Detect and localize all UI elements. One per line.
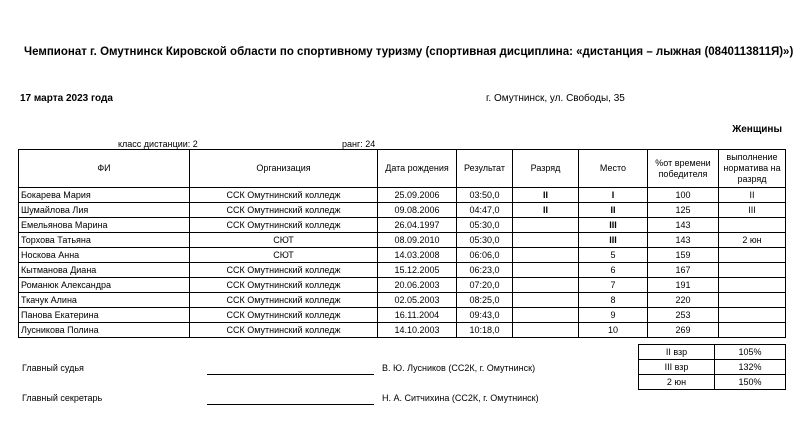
cell-name: Ткачук Алина xyxy=(19,293,190,308)
cell-name: Носкова Анна xyxy=(19,248,190,263)
cell-norm xyxy=(719,278,786,293)
cell-result: 06:23,0 xyxy=(457,263,513,278)
cell-norm xyxy=(719,248,786,263)
cell-name: Бокарева Мария xyxy=(19,188,190,203)
cell-place: 10 xyxy=(579,323,648,338)
cell-result: 03:50,0 xyxy=(457,188,513,203)
cell-percent: 143 xyxy=(648,233,719,248)
cell-norm: III xyxy=(719,203,786,218)
cell-grade xyxy=(513,323,579,338)
cell-birth: 09.08.2006 xyxy=(378,203,457,218)
chief-judge-signature-line xyxy=(207,374,374,375)
cell-result: 05:30,0 xyxy=(457,218,513,233)
cell-norm xyxy=(719,218,786,233)
cell-name: Лусникова Полина xyxy=(19,323,190,338)
cell-place: 5 xyxy=(579,248,648,263)
table-row xyxy=(19,248,786,263)
cell-birth: 14.10.2003 xyxy=(378,323,457,338)
cell-percent: 167 xyxy=(648,263,719,278)
cell-result: 09:43,0 xyxy=(457,308,513,323)
cell-percent: 269 xyxy=(648,323,719,338)
cell-name: Емельянова Марина xyxy=(19,218,190,233)
cell-norm xyxy=(719,293,786,308)
chief-secretary-label: Главный секретарь xyxy=(22,393,103,403)
norm-value: 105% xyxy=(715,345,786,360)
cell-org: СЮТ xyxy=(190,233,378,248)
table-row xyxy=(19,203,786,218)
cell-org: ССК Омутнинский колледж xyxy=(190,278,378,293)
cell-place: III xyxy=(579,233,648,248)
cell-place: 9 xyxy=(579,308,648,323)
cell-name: Кытманова Диана xyxy=(19,263,190,278)
group-label: Женщины xyxy=(732,124,782,135)
chief-secretary-signature-line xyxy=(207,404,374,405)
cell-org: ССК Омутнинский колледж xyxy=(190,323,378,338)
cell-place: I xyxy=(579,188,648,203)
col-header-place: Место xyxy=(579,150,648,188)
cell-percent: 100 xyxy=(648,188,719,203)
table-row xyxy=(19,308,786,323)
table-row xyxy=(19,323,786,338)
norm-row xyxy=(639,375,786,390)
cell-percent: 220 xyxy=(648,293,719,308)
document-title: Чемпионат г. Омутнинск Кировской области по спортивному туризму (спортивная дисциплина: «дистанция – лыжная (0840113811Я)») xyxy=(24,46,794,58)
cell-birth: 16.11.2004 xyxy=(378,308,457,323)
cell-result: 10:18,0 xyxy=(457,323,513,338)
cell-norm xyxy=(719,308,786,323)
cell-birth: 25.09.2006 xyxy=(378,188,457,203)
norm-row xyxy=(639,345,786,360)
cell-percent: 253 xyxy=(648,308,719,323)
cell-place: 8 xyxy=(579,293,648,308)
cell-birth: 14.03.2008 xyxy=(378,248,457,263)
cell-percent: 143 xyxy=(648,218,719,233)
cell-result: 06:06,0 xyxy=(457,248,513,263)
chief-secretary-name: Н. А. Ситчихина (СС2К, г. Омутнинск) xyxy=(382,393,539,403)
table-header-row xyxy=(19,150,786,188)
chief-judge-label: Главный судья xyxy=(22,363,84,373)
cell-place: II xyxy=(579,203,648,218)
col-header-result: Результат xyxy=(457,150,513,188)
table-row xyxy=(19,188,786,203)
norm-grade: III взр xyxy=(639,360,715,375)
cell-name: Шумайлова Лия xyxy=(19,203,190,218)
table-row xyxy=(19,263,786,278)
cell-grade xyxy=(513,278,579,293)
cell-birth: 26.04.1997 xyxy=(378,218,457,233)
cell-grade xyxy=(513,293,579,308)
distance-class: класс дистанции: 2 xyxy=(118,139,198,149)
chief-judge-name: В. Ю. Лусников (СС2К, г. Омутнинск) xyxy=(382,363,536,373)
norm-grade: II взр xyxy=(639,345,715,360)
cell-org: ССК Омутнинский колледж xyxy=(190,218,378,233)
event-location: г. Омутнинск, ул. Свободы, 35 xyxy=(486,93,625,104)
cell-birth: 15.12.2005 xyxy=(378,263,457,278)
cell-birth: 08.09.2010 xyxy=(378,233,457,248)
cell-name: Панова Екатерина xyxy=(19,308,190,323)
norm-grade: 2 юн xyxy=(639,375,715,390)
col-header-grade: Разряд xyxy=(513,150,579,188)
table-row xyxy=(19,218,786,233)
col-header-org: Организация xyxy=(190,150,378,188)
table-row xyxy=(19,293,786,308)
cell-name: Романюк Александра xyxy=(19,278,190,293)
cell-org: СЮТ xyxy=(190,248,378,263)
cell-birth: 20.06.2003 xyxy=(378,278,457,293)
cell-result: 05:30,0 xyxy=(457,233,513,248)
cell-org: ССК Омутнинский колледж xyxy=(190,188,378,203)
cell-birth: 02.05.2003 xyxy=(378,293,457,308)
cell-result: 08:25,0 xyxy=(457,293,513,308)
col-header-name: ФИ xyxy=(19,150,190,188)
cell-place: 6 xyxy=(579,263,648,278)
table-row xyxy=(19,233,786,248)
cell-grade xyxy=(513,218,579,233)
cell-grade: II xyxy=(513,188,579,203)
results-table xyxy=(18,149,786,338)
cell-org: ССК Омутнинский колледж xyxy=(190,308,378,323)
cell-percent: 159 xyxy=(648,248,719,263)
cell-grade xyxy=(513,233,579,248)
cell-percent: 125 xyxy=(648,203,719,218)
cell-norm xyxy=(719,263,786,278)
col-header-norm: выполнение норматива на разряд xyxy=(719,150,786,188)
col-header-birth: Дата рождения xyxy=(378,150,457,188)
cell-org: ССК Омутнинский колледж xyxy=(190,263,378,278)
cell-org: ССК Омутнинский колледж xyxy=(190,293,378,308)
cell-grade xyxy=(513,248,579,263)
norm-value: 150% xyxy=(715,375,786,390)
cell-place: 7 xyxy=(579,278,648,293)
cell-grade xyxy=(513,308,579,323)
cell-percent: 191 xyxy=(648,278,719,293)
table-row xyxy=(19,278,786,293)
distance-rank: ранг: 24 xyxy=(342,139,376,149)
cell-result: 04:47,0 xyxy=(457,203,513,218)
norms-table xyxy=(638,344,786,390)
norm-value: 132% xyxy=(715,360,786,375)
col-header-percent: %от времени победителя xyxy=(648,150,719,188)
cell-org: ССК Омутнинский колледж xyxy=(190,203,378,218)
cell-grade xyxy=(513,263,579,278)
norm-row xyxy=(639,360,786,375)
cell-result: 07:20,0 xyxy=(457,278,513,293)
cell-place: III xyxy=(579,218,648,233)
cell-name: Торхова Татьяна xyxy=(19,233,190,248)
cell-grade: II xyxy=(513,203,579,218)
event-date: 17 марта 2023 года xyxy=(20,93,113,104)
cell-norm: 2 юн xyxy=(719,233,786,248)
results-body xyxy=(19,188,786,338)
norms-body xyxy=(639,345,786,390)
cell-norm xyxy=(719,323,786,338)
cell-norm: II xyxy=(719,188,786,203)
